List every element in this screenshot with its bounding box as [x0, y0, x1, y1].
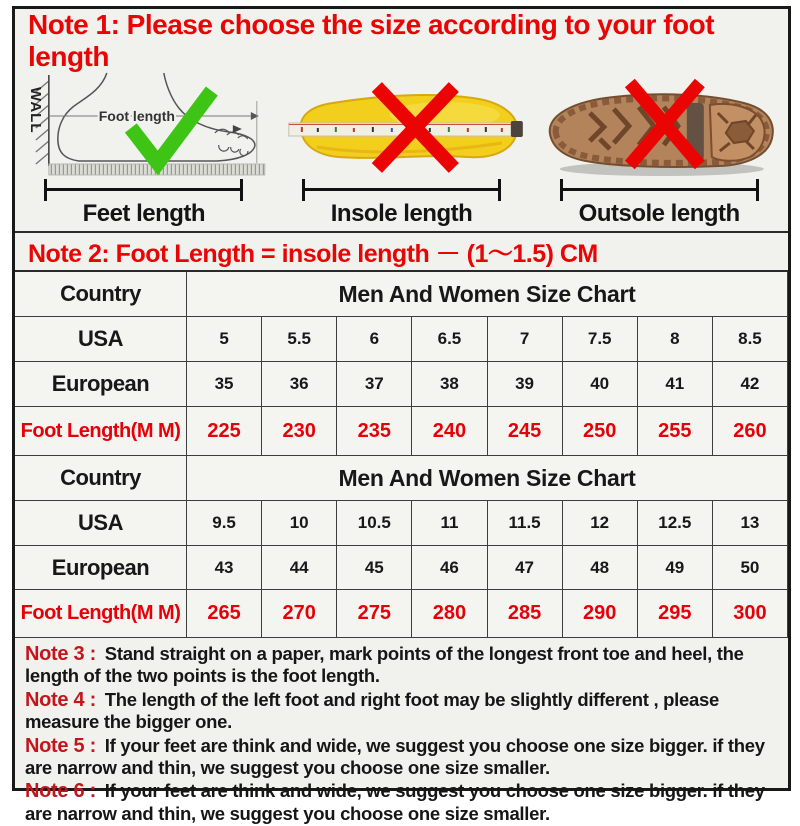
wall-label: WALL [26, 87, 44, 134]
size-value-cell: 11.5 [488, 501, 563, 546]
figure-caption: Outsole length [578, 200, 740, 227]
figure-foot-measure [15, 73, 273, 231]
size-value-cell: 46 [412, 546, 487, 590]
note-item [25, 643, 778, 688]
row-label-cell: European [15, 362, 187, 407]
size-value-cell: 47 [488, 546, 563, 590]
size-value-cell: 36 [262, 362, 337, 407]
size-value-cell: 7 [488, 317, 563, 362]
tape-tip [511, 121, 523, 137]
note-label: Note 4 : [25, 688, 96, 711]
measure-arrowhead [251, 112, 259, 120]
size-value-cell: 43 [187, 546, 262, 590]
size-value-cell: 40 [563, 362, 638, 407]
figure-caption: Insole length [330, 200, 473, 227]
length-bracket [560, 179, 759, 201]
size-value-cell: 45 [337, 546, 412, 590]
size-value-cell: 39 [488, 362, 563, 407]
size-table [15, 270, 788, 638]
measurement-figures [15, 73, 788, 231]
measure-label: Foot length [98, 108, 175, 124]
length-bracket [44, 179, 243, 201]
size-value-cell: 44 [262, 546, 337, 590]
figure-caption: Feet length [82, 200, 206, 227]
size-value-cell: 280 [412, 590, 487, 638]
note-label: Note 5 : [25, 734, 96, 757]
row-label-cell: Foot Length(M M) [15, 407, 187, 456]
note2-formula: Note 2: Foot Length = insole length － (1～1.5) CM [15, 231, 788, 270]
size-value-cell: 8.5 [713, 317, 788, 362]
size-chart-title-cell: Men And Women Size Chart [187, 456, 788, 501]
size-value-cell: 255 [638, 407, 713, 456]
insole-diagram [273, 73, 531, 179]
size-value-cell: 9.5 [187, 501, 262, 546]
note-text: If your feet are think and wide, we suggest you choose one size bigger. if they are narrow and thin, we suggest you choose one size smaller. [25, 734, 765, 779]
country-header-cell: Country [15, 272, 187, 317]
small-arrow-icon [233, 125, 242, 133]
length-bracket [302, 179, 501, 201]
check-icon [131, 91, 212, 163]
note-item [25, 780, 778, 825]
row-label-cell: Foot Length(M M) [15, 590, 187, 638]
size-value-cell: 13 [713, 501, 788, 546]
figure-insole-measure [273, 73, 531, 231]
size-value-cell: 38 [412, 362, 487, 407]
foot-toes [215, 129, 248, 155]
size-value-cell: 49 [638, 546, 713, 590]
note-label: Note 3 : [25, 643, 96, 665]
size-value-cell: 42 [713, 362, 788, 407]
size-value-cell: 250 [563, 407, 638, 456]
size-value-cell: 12 [563, 501, 638, 546]
row-label-cell: USA [15, 501, 187, 546]
size-value-cell: 290 [563, 590, 638, 638]
row-label-cell: European [15, 546, 187, 590]
note-text: If your feet are think and wide, we suggest you choose one size bigger. if they are narrow and thin, we suggest you choose one size smaller. [25, 780, 765, 824]
size-value-cell: 11 [412, 501, 487, 546]
size-value-cell: 235 [337, 407, 412, 456]
size-value-cell: 265 [187, 590, 262, 638]
size-value-cell: 6 [337, 317, 412, 362]
size-value-cell: 7.5 [563, 317, 638, 362]
size-value-cell: 50 [713, 546, 788, 590]
size-value-cell: 300 [713, 590, 788, 638]
size-value-cell: 35 [187, 362, 262, 407]
size-value-cell: 6.5 [412, 317, 487, 362]
size-value-cell: 5 [187, 317, 262, 362]
foot-diagram [15, 73, 273, 179]
note-text: The length of the left foot and right foot may be slightly different , please measure the bigger one. [25, 688, 719, 733]
size-value-cell: 10.5 [337, 501, 412, 546]
size-value-cell: 245 [488, 407, 563, 456]
size-value-cell: 10 [262, 501, 337, 546]
size-value-cell: 37 [337, 362, 412, 407]
note-label: Note 6 : [25, 780, 96, 803]
size-value-cell: 41 [638, 362, 713, 407]
size-chart-title-cell: Men And Women Size Chart [187, 272, 788, 317]
size-value-cell: 225 [187, 407, 262, 456]
country-header-cell: Country [15, 456, 187, 501]
size-value-cell: 295 [638, 590, 713, 638]
size-value-cell: 285 [488, 590, 563, 638]
row-label-cell: USA [15, 317, 187, 362]
size-value-cell: 5.5 [262, 317, 337, 362]
size-value-cell: 12.5 [638, 501, 713, 546]
figure-outsole-measure [530, 73, 788, 231]
size-guide-panel [12, 6, 791, 824]
note-item [25, 735, 778, 780]
size-value-cell: 230 [262, 407, 337, 456]
size-value-cell: 270 [262, 590, 337, 638]
size-value-cell: 240 [412, 407, 487, 456]
note-item [25, 689, 778, 734]
size-value-cell: 8 [638, 317, 713, 362]
size-value-cell: 48 [563, 546, 638, 590]
note-text: Stand straight on a paper, mark points of the longest front toe and heel, the length of the two points is the foot length. [25, 643, 744, 687]
note1-heading: Note 1: Please choose the size according to your foot length [28, 9, 715, 72]
size-value-cell: 275 [337, 590, 412, 638]
size-value-cell: 260 [713, 407, 788, 456]
notes-section [15, 638, 788, 826]
outsole-diagram [530, 73, 788, 179]
